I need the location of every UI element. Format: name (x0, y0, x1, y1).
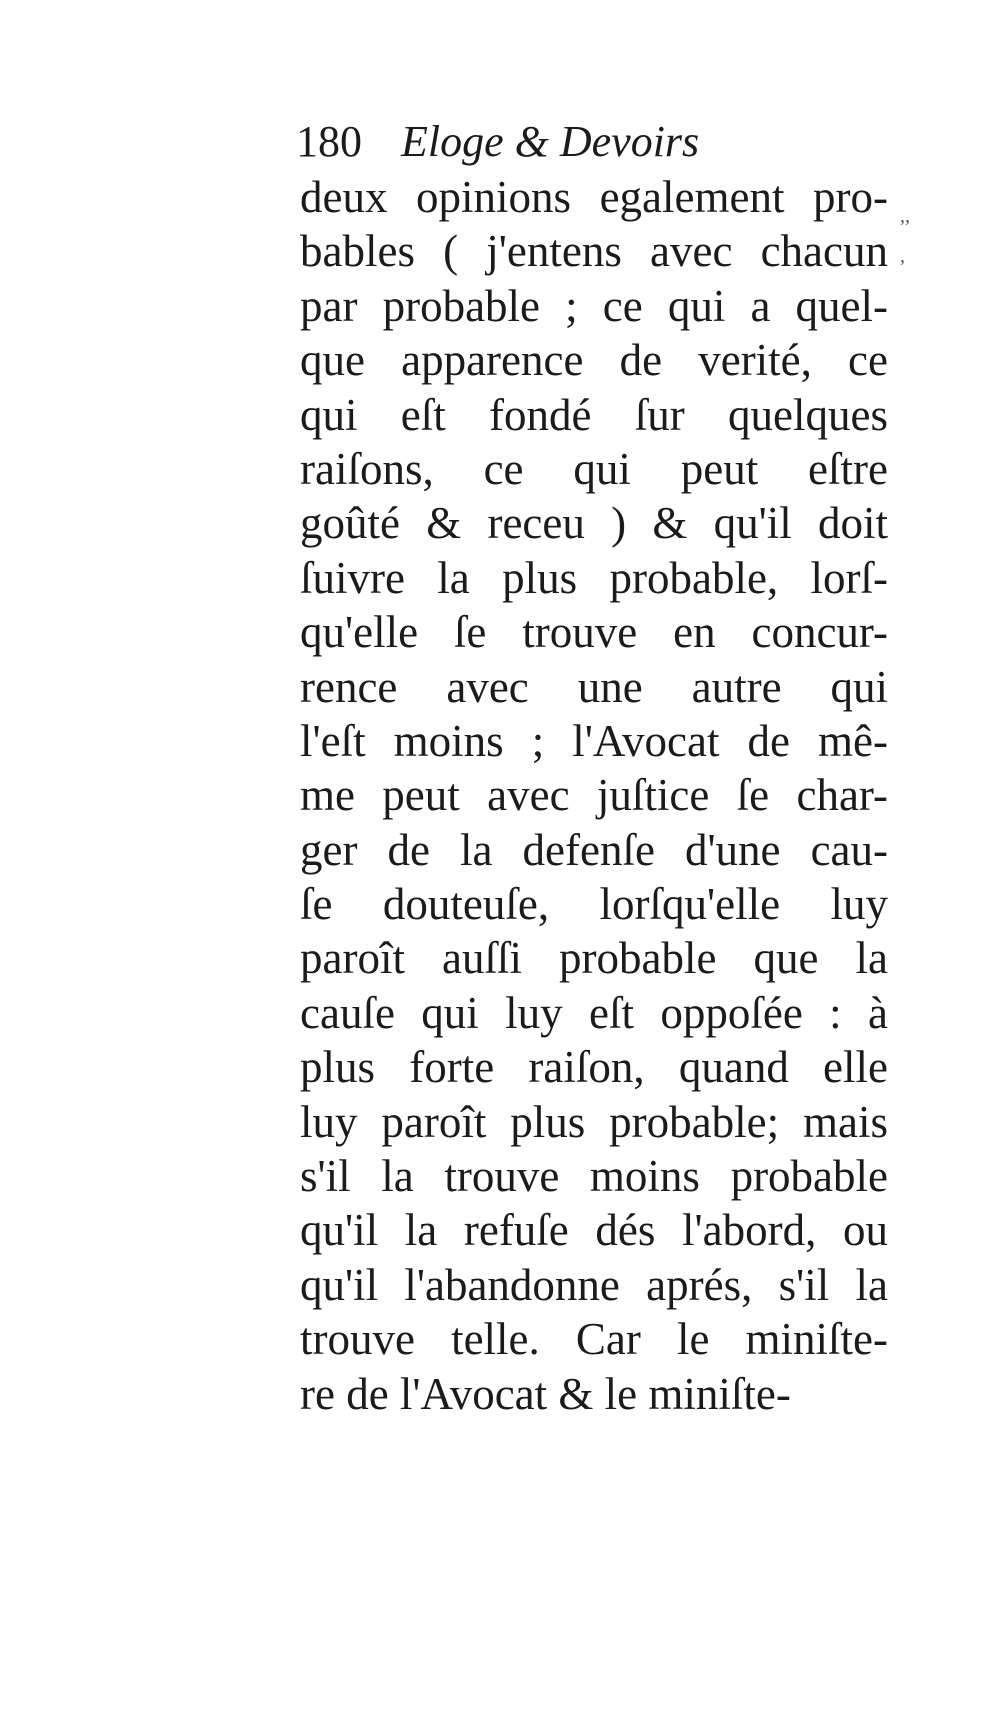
running-title: Eloge & Devoirs (401, 117, 700, 166)
text-line: cauſe qui luy eſt oppoſée : à (300, 987, 888, 1038)
text-line: ſuivre la plus probable, lorſ- (300, 552, 888, 603)
text-line: raiſons, ce qui peut eſtre (300, 443, 888, 494)
running-header (296, 112, 699, 172)
text-line: paroît auſſi probable que la (300, 933, 888, 984)
text-line: bables ( j'entens avec chacun (300, 226, 888, 277)
text-line: par probable ; ce qui a quel- (300, 280, 888, 331)
text-line: luy paroît plus probable; mais (300, 1096, 888, 1147)
text-line: qu'elle ſe trouve en concur- (300, 607, 888, 658)
text-line: goûté & receu ) & qu'il doit (300, 498, 888, 549)
text-line: qui eſt fondé ſur quelques (300, 389, 888, 440)
text-line: deux opinions egalement pro- (300, 172, 888, 222)
text-line: trouve telle. Car le miniſte- (300, 1314, 888, 1365)
margin-mark: ,, (900, 205, 910, 227)
text-line: l'eſt moins ; l'Avocat de mê- (300, 715, 888, 766)
text-line: qu'il l'abandonne aprés, s'il la (300, 1259, 888, 1310)
text-line: re de l'Avocat & le miniſte- (300, 1368, 791, 1419)
text-line: rence avec une autre qui (300, 661, 888, 712)
text-line: ſe douteuſe, lorſqu'elle luy (300, 879, 888, 930)
text-line: plus forte raiſon, quand elle (300, 1042, 888, 1093)
margin-marks (900, 196, 910, 276)
body-text (300, 170, 888, 1421)
margin-mark: , (900, 245, 905, 267)
text-line: s'il la trouve moins probable (300, 1151, 888, 1202)
page-number: 180 (296, 117, 362, 166)
text-line: me peut avec juſtice ſe char- (300, 770, 888, 821)
text-line: qu'il la refuſe dés l'abord, ou (300, 1205, 888, 1256)
text-line: ger de la defenſe d'une cau- (300, 824, 888, 875)
text-line: que apparence de verité, ce (300, 335, 888, 386)
